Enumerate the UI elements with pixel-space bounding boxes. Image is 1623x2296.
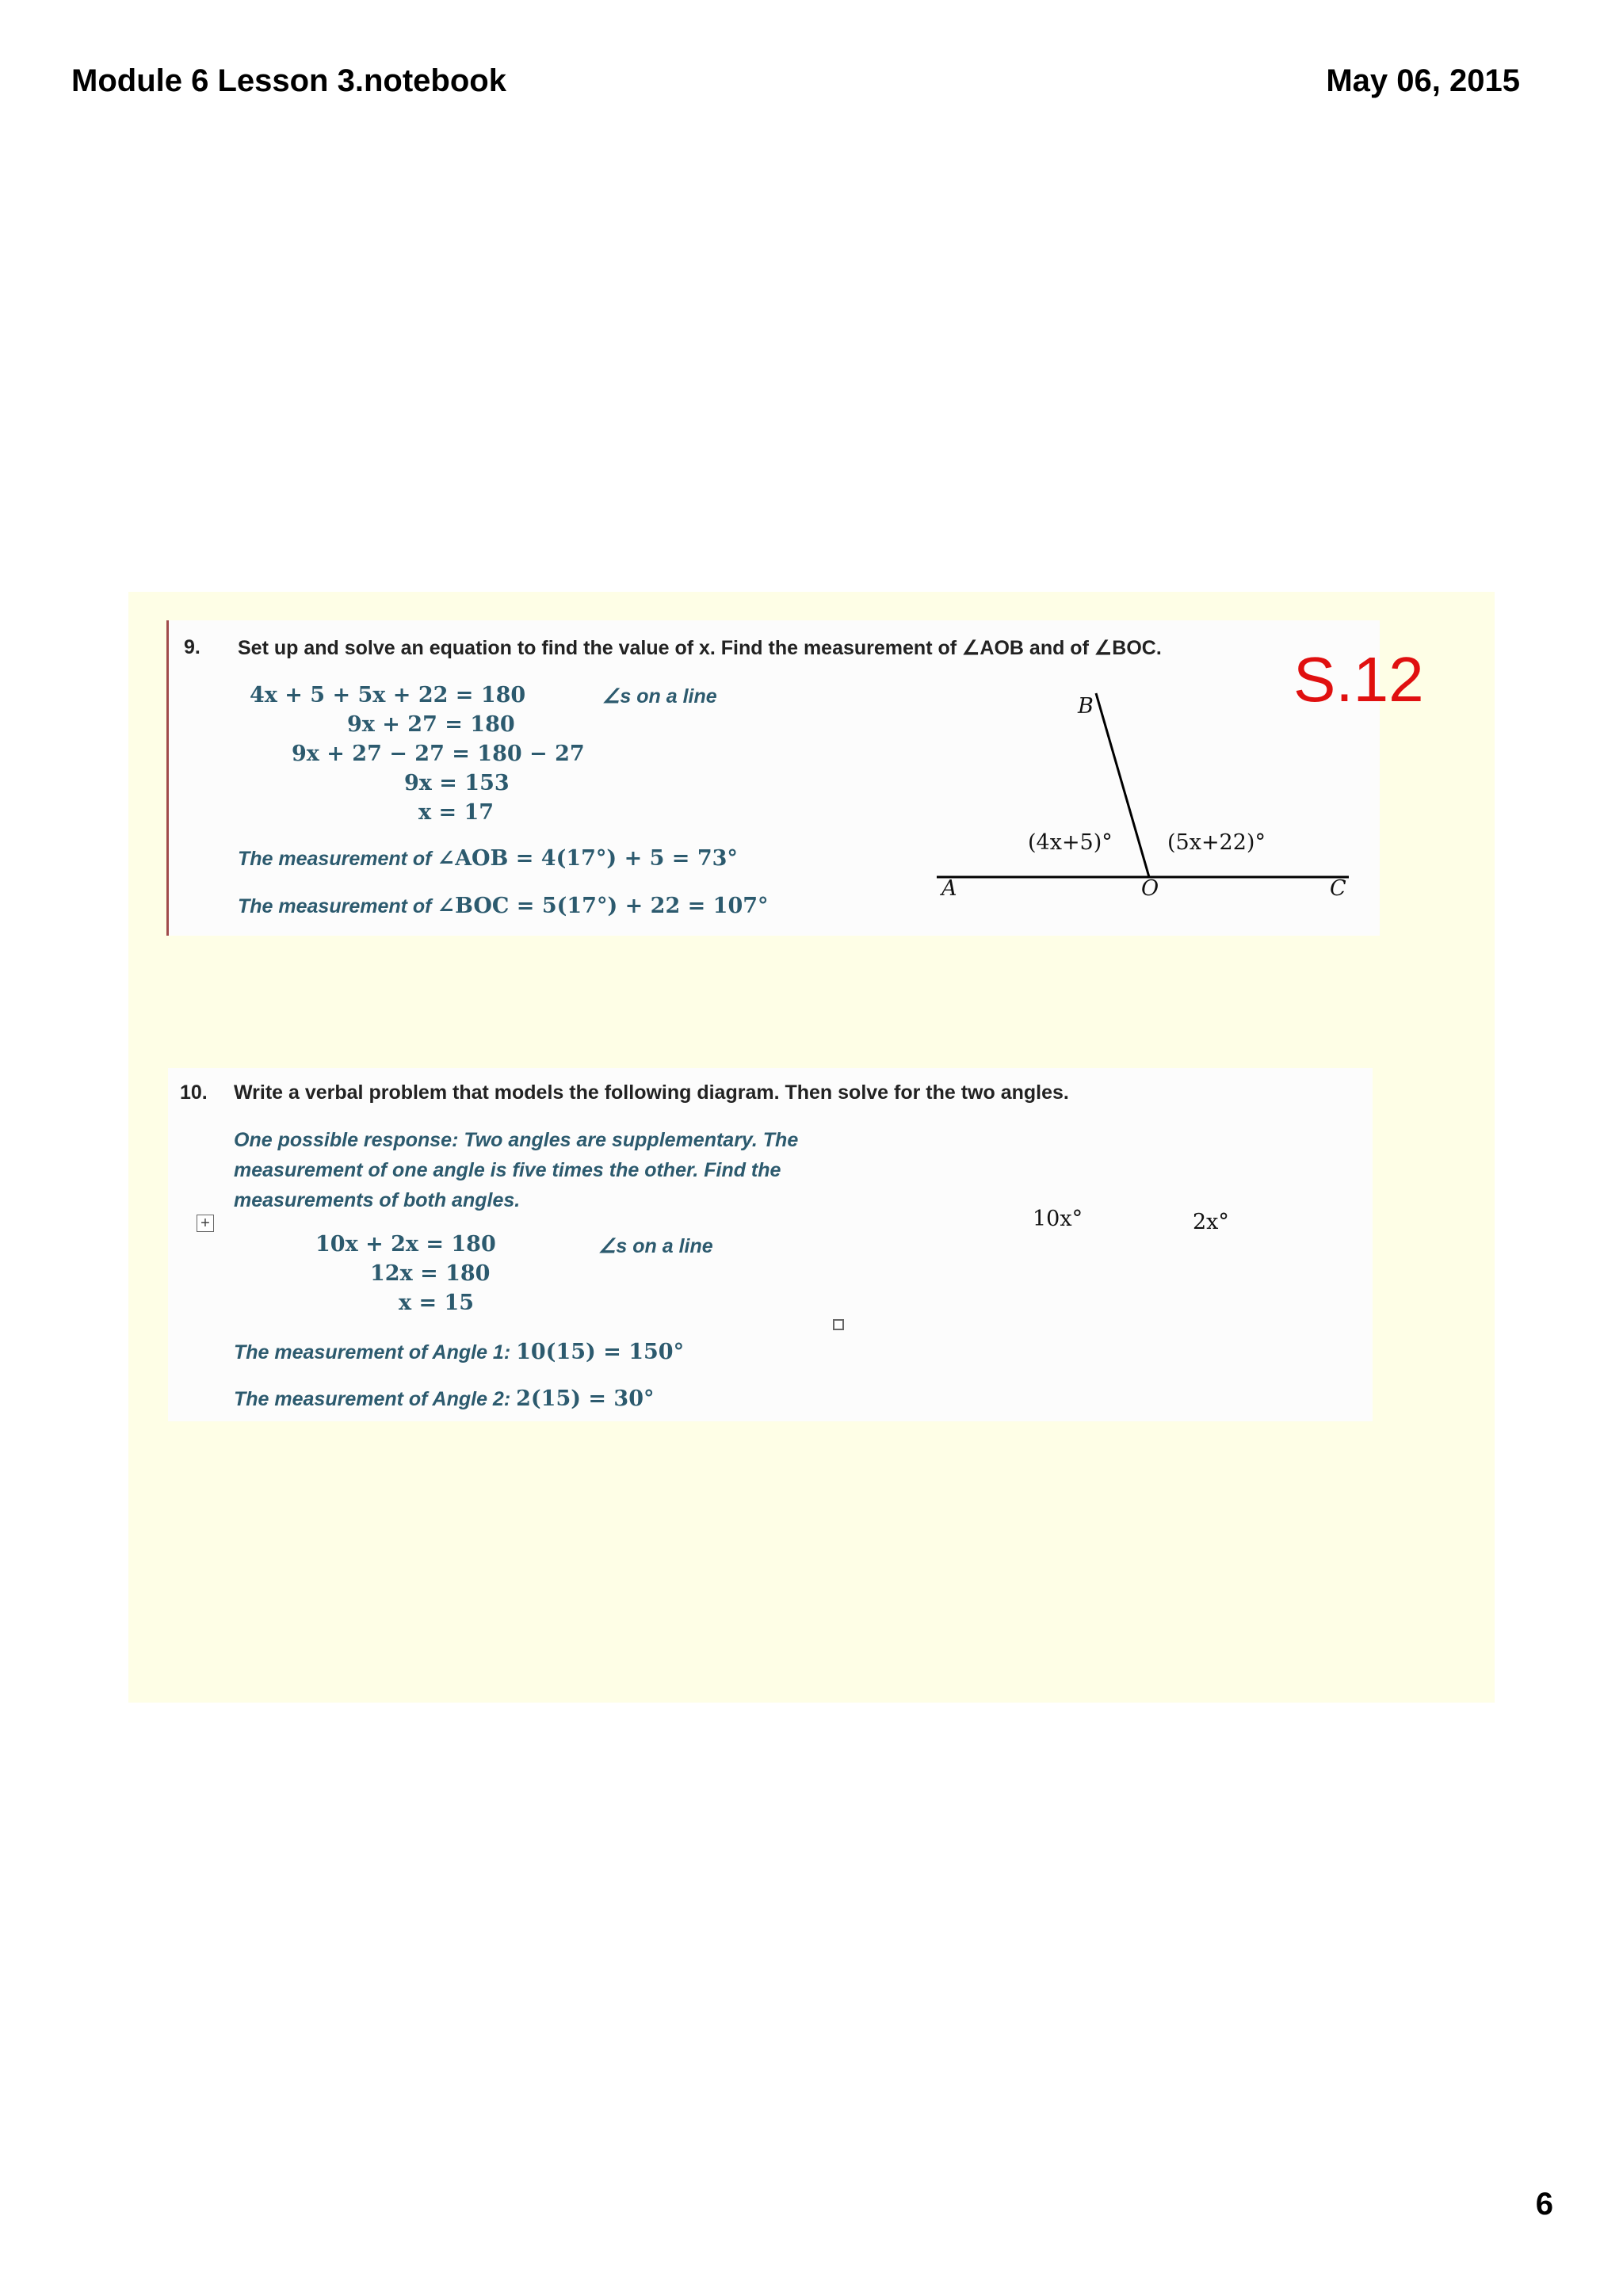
document-title: Module 6 Lesson 3.notebook	[71, 63, 506, 98]
problem-10-question: Write a verbal problem that models the following diagram. Then solve for the two angles.	[234, 1081, 1069, 1104]
move-handle-icon[interactable]: +	[197, 1215, 214, 1232]
answer-boc-text: The measurement of	[238, 895, 437, 917]
problem-10-response: One possible response: Two angles are supplementary. The measurement of one angle is five times the other. Find the measurements of both angles.	[234, 1129, 799, 1211]
document-date: May 06, 2015	[1326, 63, 1520, 98]
angle-boc-label: (5x+22)°	[1167, 830, 1266, 855]
angle-10x-label: 10x°	[1033, 1207, 1083, 1231]
point-o-label: O	[1141, 876, 1159, 901]
point-b-label: B	[1078, 694, 1094, 719]
answer-aob-math: ∠AOB = 4(17°) + 5 = 73°	[437, 846, 738, 871]
equation-line: 4x + 5 + 5x + 22 = 180	[250, 683, 526, 707]
equation-line: 9x = 153	[404, 771, 510, 795]
answer-angle-1-math: 10(15) = 150°	[516, 1340, 685, 1364]
equation-line: x = 15	[399, 1291, 475, 1315]
equation-line: 10x + 2x = 180	[315, 1232, 496, 1257]
point-c-label: C	[1330, 876, 1346, 901]
problem-9-number: 9.	[184, 636, 200, 658]
problem-10-number: 10.	[180, 1081, 208, 1104]
answer-angle-1-text: The measurement of Angle 1:	[234, 1341, 517, 1363]
point-a-label: A	[941, 876, 957, 901]
equation-line: 12x = 180	[370, 1261, 491, 1286]
page-number: 6	[1535, 2187, 1553, 2222]
answer-boc-math: ∠BOC = 5(17°) + 22 = 107°	[437, 894, 769, 918]
equation-line: x = 17	[418, 800, 495, 825]
slide-label: S.12	[1293, 644, 1424, 715]
equation-reason: ∠s on a line	[602, 685, 717, 707]
answer-angle-2-math: 2(15) = 30°	[516, 1386, 655, 1411]
angle-aob-label: (4x+5)°	[1028, 830, 1113, 855]
problem-9-question: Set up and solve an equation to find the value of x. Find the measurement of ∠AOB and of ∠BOC.	[238, 637, 1162, 659]
answer-aob-text: The measurement of	[238, 848, 437, 870]
resize-handle-icon[interactable]	[833, 1319, 844, 1330]
answer-angle-2-text: The measurement of Angle 2:	[234, 1388, 517, 1410]
equation-reason: ∠s on a line	[598, 1235, 713, 1257]
angle-2x-label: 2x°	[1193, 1210, 1229, 1234]
answer-angle-2	[234, 1386, 655, 1411]
equation-line: 9x + 27 = 180	[347, 712, 515, 737]
answer-angle-1	[234, 1340, 684, 1364]
equation-line: 9x + 27 − 27 = 180 − 27	[292, 742, 585, 766]
